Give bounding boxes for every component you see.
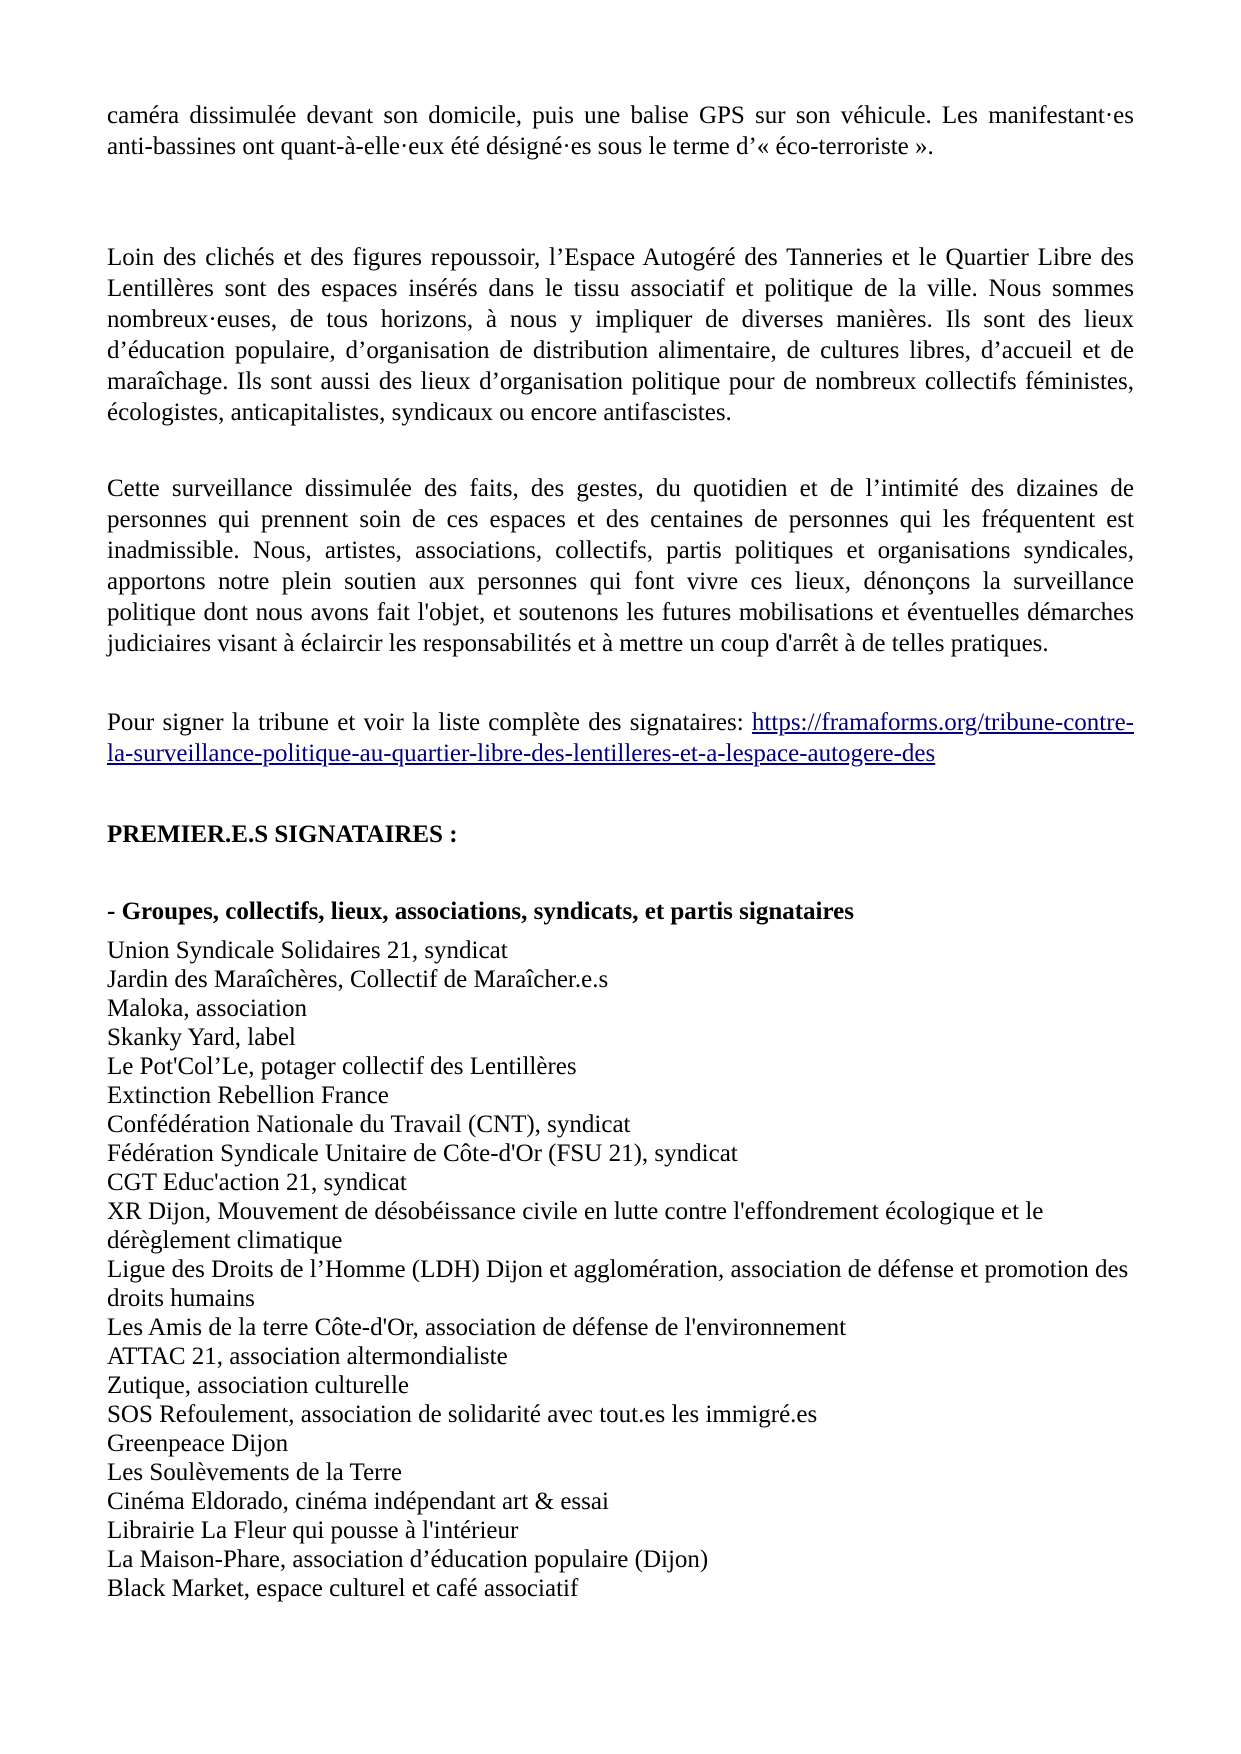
list-item: Le Pot'Col’Le, potager collectif des Lentillères (107, 1053, 577, 1080)
body-paragraph-lieux: Loin des clichés et des figures repoussoir, l’Espace Autogéré des Tanneries et le Quartier Libre des Lentillères sont des espaces insérés dans le tissu associatif et politique de la ville. Nous sommes nombreux·euses, de tous horizons, à nous y impliquer de diverses manières. Ils sont des lieux d’éducation populaire, d’organisation de distribution alimentaire, de cultures libres, d’accueil et de maraîchage. Ils sont aussi des lieux d’organisation politique pour de nombreux collectifs féministes, écologistes, anticapitalistes, syndicaux ou encore antifascistes. (107, 244, 1134, 426)
list-item: Skanky Yard, label (107, 1024, 296, 1051)
sign-call-paragraph (107, 707, 1134, 769)
body-paragraph-gps: caméra dissimulée devant son domicile, puis une balise GPS sur son véhicule. Les manifestant·es anti-bassines ont quant-à-elle·eux été désigné·es sous le terme d’« éco-terroriste ». (107, 102, 1134, 160)
list-item: Confédération Nationale du Travail (CNT), syndicat (107, 1111, 631, 1138)
list-item: CGT Educ'action 21, syndicat (107, 1169, 407, 1196)
list-item: La Maison-Phare, association d’éducation populaire (Dijon) (107, 1546, 709, 1573)
list-item: Zutique, association culturelle (107, 1372, 409, 1399)
list-item: Jardin des Maraîchères, Collectif de Maraîcher.e.s (107, 966, 609, 993)
list-item: Maloka, association (107, 995, 307, 1022)
first-signatories-heading: PREMIER.E.S SIGNATAIRES : (107, 821, 458, 848)
list-item: Les Amis de la terre Côte-d'Or, association de défense de l'environnement (107, 1314, 847, 1341)
list-item: Les Soulèvements de la Terre (107, 1459, 402, 1486)
signatories-list (107, 936, 1134, 1603)
list-item: XR Dijon, Mouvement de désobéissance civile en lutte contre l'effondrement écologique et le dérèglement climatique (107, 1198, 1044, 1254)
list-item: Ligue des Droits de l’Homme (LDH) Dijon et agglomération, association de défense et promotion des droits humains (107, 1256, 1129, 1312)
list-item: ATTAC 21, association altermondialiste (107, 1343, 508, 1370)
groups-heading: - Groupes, collectifs, lieux, associations, syndicats, et partis signataires (107, 898, 854, 925)
list-item: Union Syndicale Solidaires 21, syndicat (107, 937, 508, 964)
list-item: Cinéma Eldorado, cinéma indépendant art & essai (107, 1488, 609, 1515)
list-item: Fédération Syndicale Unitaire de Côte-d'Or (FSU 21), syndicat (107, 1140, 738, 1167)
framaforms-link[interactable]: https://framaforms.org/tribune-contre-la-surveillance-politique-au-quartier-libre-des-lentilleres-et-a-lespace-autogere-des (107, 709, 1134, 767)
list-item: Greenpeace Dijon (107, 1430, 289, 1457)
body-paragraph-soutien: Cette surveillance dissimulée des faits, des gestes, du quotidien et de l’intimité des dizaines de personnes qui prennent soin de ces espaces et des centaines de personnes qui les fréquentent est inadmissible. Nous, artistes, associations, collectifs, partis politiques et organisations syndicales, apportons notre plein soutien aux personnes qui font vivre ces lieux, dénonçons la surveillance politique dont nous avons fait l'objet, et soutenons les futures mobilisations et éventuelles démarches judiciaires visant à éclaircir les responsabilités et à mettre un coup d'arrêt à de telles pratiques. (107, 475, 1134, 657)
sign-call-text: Pour signer la tribune et voir la liste complète des signataires: (107, 709, 752, 736)
list-item: SOS Refoulement, association de solidarité avec tout.es les immigré.es (107, 1401, 818, 1428)
list-item: Librairie La Fleur qui pousse à l'intérieur (107, 1517, 519, 1544)
list-item: Black Market, espace culturel et café associatif (107, 1575, 579, 1602)
list-item: Extinction Rebellion France (107, 1082, 389, 1109)
